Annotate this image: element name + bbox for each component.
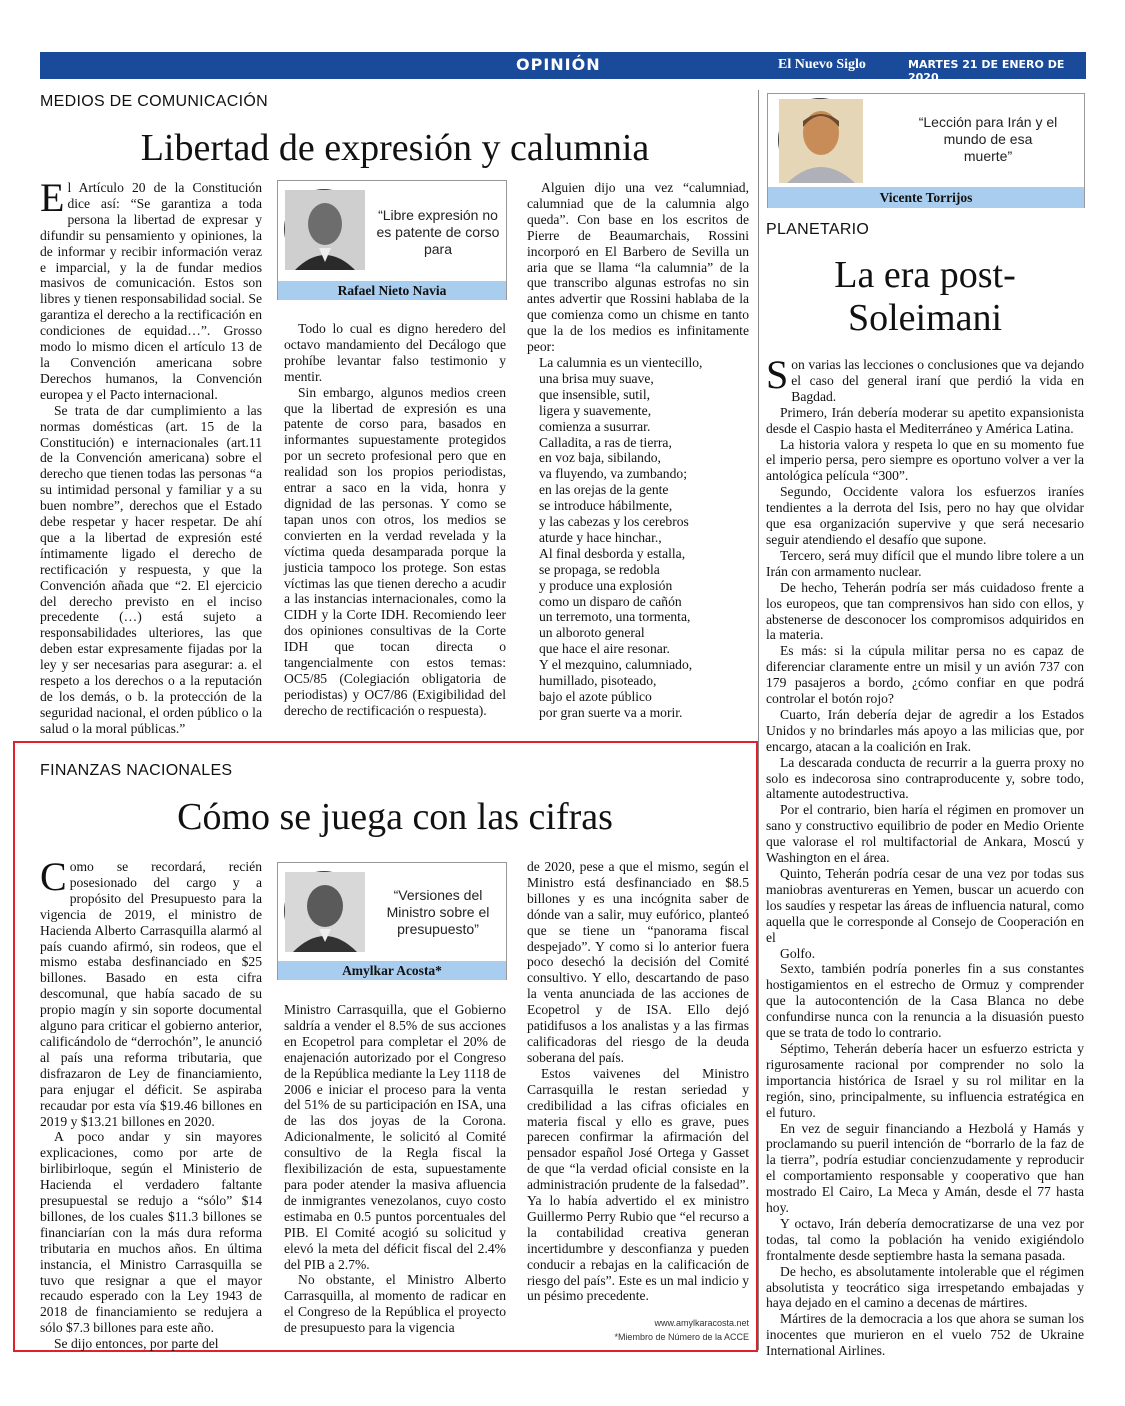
poem-line: aturde y hace hinchar., xyxy=(539,529,662,545)
poem-line: y las cabezas y los cerebros xyxy=(539,514,689,530)
article1-column-1: El Artículo 20 de la Constitución dice así: “Se garantiza a toda persona la libertad de expresar y difundir su pensamiento y opiniones, la de informar y recibir información veraz e imparcial, y la de fundar medios masivos de comunicación. Estos son libres y tienen responsabilidad social. Se garantiza el derecho a la rectificación en condiciones de equidad…”. Grosso modo lo mismo dicen el artículo 13 de la Convención americana sobre Derechos humanos, la Convención europea y el Pacto internacional. Se trata de dar cumplimiento a las normas domésticas (art. 15 de la Constitución) e internacionales (art.11 de la Convención americana) sobre el derecho que tienen todas las personas “a su intimidad personal y familiar y a su buen nombre”, derechos que el Estado debe respetar y hacer respetar. De ahí que a la libertad de expresión esté íntimamente ligado el derecho de rectificación y respuesta, y que la Convención añada que “2. El ejercicio del derecho previsto en el inciso precedente (…) está sujeto a responsabilidades ulteriores, las que deben estar expresamente fijadas por la ley y ser necesarias para asegurar: a. el respeto a los derechos o a la reputación de los demás, o b. la protección de la seguridad nacional, el orden público o la salud o la moral públicas.” xyxy=(40,175,262,736)
article2-paragraph: Séptimo, Teherán debería hacer un esfuerzo estricta y rigurosamente racional por comprender no solo la importancia histórica de Israel y su rol militar en la región, sino, principalmente, su influencia estratégica en el futuro. xyxy=(766,1040,1084,1120)
poem-line: se introduce hábilmente, xyxy=(539,498,673,514)
poem-line: humillado, pisoteado, xyxy=(539,673,657,689)
pull-quote: “Lección para Irán y el mundo de esa muerte” xyxy=(918,114,1058,164)
poem-line: Calladita, a ras de tierra, xyxy=(539,434,672,450)
article2-paragraph: Y octavo, Irán debería democratizarse de una vez por todas, tal como la población ha venido exigiéndolo frontalmente desde septiembre hasta la semana pasada. xyxy=(766,1215,1084,1263)
poem-line: por gran suerte va a morir. xyxy=(539,704,683,720)
poem-line: comienza a susurrar. xyxy=(539,418,651,434)
article2-paragraph: De hecho, Teherán podría ser más cuidadoso frente a los europeos, que tan comprensivos han sido con ellos, y abstenerse de desconocer los compromisos adquiridos en la materia. xyxy=(766,579,1084,643)
poem-line: La calumnia es un vientecillo, xyxy=(539,354,703,370)
article2-paragraph: Cuarto, Irán debería dejar de agredir a los Estados Unidos y no brindarles más apoyo a las milicias que, por encargo, atacan a la coalición en Irak. xyxy=(766,706,1084,754)
poem-line: una brisa muy suave, xyxy=(539,370,654,386)
article3-column-2: Ministro Carrasquilla, que el Gobierno saldría a vender el 8.5% de sus acciones en Ecopetrol para completar el 20% de enajenación autorizado por el Congreso de la República mediante la Ley 1118 de 2006 e iniciar el proceso para la venta del 51% de su participación en ISA, una de las dos joyas de la Corona. Adicionalmente, le solicitó al Comité consultivo de la Regla fiscal la flexibilización de esta, supuestamente para poder atender la masiva afluencia de inmigrantes venezolanos, cuyo costo estimaba en 0.5 puntos porcentuales del PIB. El Comité acogió su solicitud y elevó la meta del déficit fiscal del 2.4% del PIB a 2.7%. No obstante, el Ministro Alberto Carrasquilla, al momento de radicar en el Congreso de la República el proyecto de presupuesto para la vigencia xyxy=(284,1002,506,1336)
author-name: Rafael Nieto Navia xyxy=(278,281,506,300)
dropcap: S xyxy=(766,352,789,397)
author-box-rafael xyxy=(277,180,507,300)
poem-line: y produce una explosión xyxy=(539,577,673,593)
poem-line: en las orejas de la gente xyxy=(539,482,669,498)
article2-paragraph: Por el contrario, bien haría el régimen en promover un sano y constructivo equilibrio de poder en Medio Oriente que valorase el rol multifactorial de Ankara, Moscú y Washington en el área. xyxy=(766,802,1084,866)
article1-kicker: MEDIOS DE COMUNICACIÓN xyxy=(40,93,268,110)
author-name: Vicente Torrijos xyxy=(768,187,1084,208)
publication-name: El Nuevo Siglo xyxy=(778,57,866,72)
poem-line: como un disparo de cañón xyxy=(539,593,682,609)
article2-paragraph: De hecho, es absolutamente intolerable que el régimen absolutista y teocrático siga irrespetando embajadas y haya dejado en el camino a decenas de mártires. xyxy=(766,1263,1084,1311)
poem-line: un terremoto, una tormenta, xyxy=(539,609,691,625)
author-name: Amylkar Acosta* xyxy=(278,961,506,980)
article3-title: Cómo se juega con las cifras xyxy=(177,796,613,838)
article2-kicker: PLANETARIO xyxy=(766,221,870,238)
article3-kicker: FINANZAS NACIONALES xyxy=(40,762,233,779)
author-box-amylkar xyxy=(277,862,507,980)
article2-paragraph: La historia valora y respeta lo que en su momento fue el imperio persa, pero siempre es oportuno volver a ver la antológica película “300”. xyxy=(766,436,1084,484)
article3-column-3: de 2020, pese a que el mismo, según el Ministro está desfinanciado en $8.5 billones y es una incógnita saber de dónde van a salir, muy eufórico, planteó que se tiene un “panorama fiscal despejado”. Y como si lo anterior fuera poco desechó la decisión del Comité consultivo. Y ello, descartando de paso la venta anunciada de las acciones de Ecopetrol y de ISA. Ello dejó patidifusos a los analistas y a las firmas calificadoras del riesgo de la deuda soberana del país. Estos vaivenes del Ministro Carrasquilla le restan seriedad y credibilidad a las cifras oficiales en materia fiscal y ello es grave, pues parecen confirmar la afirmación del pensador español José Ortega y Gasset de que “la verdad oficial consiste en la administración prudente de la falsedad”. Ya lo había advertido el ex ministro Guillermo Perry Rubio que “el recurso a la contabilidad creativa generan incertidumbre y desconfianza y pueden conducir a rebajas en la calificación de riesgo del país”. Este es un mal indicio y un pésimo precedente. xyxy=(527,859,749,1304)
issue-date: MARTES 21 DE ENERO DE 2020 xyxy=(908,58,1065,84)
article2-paragraph: La descarada conducta de recurrir a la guerra proxy no solo es indecorosa sino contraproducente y, sobre todo, altamente autodestructiva. xyxy=(766,754,1084,802)
article3-column-1: Como se recordará, recién posesionado del cargo y a propósito del Presupuesto para la vigencia de 2019, el ministro de Hacienda Alberto Carrasquilla alarmó al país cuando afirmó, sin rodeos, que el mismo estaba desfinanciado en $25 billones. Basado en esta cifra descomunal, que había sacado de su propio magín y sin soporte documental alguno para criticar el gobierno anterior, calificándolo de “derrochón”, le anunció al país una reforma tributaria, que disfrazaron de Ley de financiamiento, para enjugar el déficit. Se aspiraba recaudar por esta vía $19.46 billones en 2019 y $13.21 billones en 2020. A poco andar y sin mayores explicaciones, como por arte de birlibirloque, según el Ministerio de Hacienda el verdadero faltante presupuestal se redujo a “sólo” $14 billones, de los cuales $11.3 billones se financiarían con la más dura reforma tributaria en muchos años. En última instancia, el Ministro Carrasquilla se tuvo que resignar a que el mayor recaudo esperado con la Ley 1943 de 2018 de financiamiento se redujera a sólo $7.3 billones para este año. Se dijo entonces, por parte del xyxy=(40,854,262,1352)
article2-paragraph: Golfo. xyxy=(780,945,816,961)
pull-quote: “Versiones del Ministro sobre el presupuesto” xyxy=(386,887,490,937)
poem-line: que insensible, sutil, xyxy=(539,386,651,402)
article2-paragraph: Tercero, será muy difícil que el mundo libre tolere a un Irán con armamento nuclear. xyxy=(766,547,1084,579)
article2-title-line2: Soleimani xyxy=(847,297,1003,339)
page-number: 9A xyxy=(1094,53,1122,75)
author-box-vicente xyxy=(767,93,1085,208)
article2-paragraph: Segundo, Occidente valora los esfuerzos iraníes tendientes a la derrota del Isis, pero no hay que olvidar que esa organización supervive y que será necesario seguir atendiendo el desafío que supone. xyxy=(766,484,1084,547)
author-footnote: *Miembro de Número de la ACCE xyxy=(614,1332,749,1342)
poem-line: bajo el azote público xyxy=(539,689,652,704)
author-website[interactable]: www.amylkaracosta.net xyxy=(654,1318,749,1328)
portrait-vicente xyxy=(778,98,862,182)
section-name: OPINIÓN xyxy=(516,55,601,74)
poem-line: que hace el aire resonar. xyxy=(539,641,670,657)
portrait-amylkar xyxy=(284,871,364,951)
pull-quote: “Libre expresión no es patente de corso para xyxy=(376,207,500,257)
poem-line: Y el mezquino, calumniado, xyxy=(539,657,693,673)
poem-line: va fluyendo, va zumbando; xyxy=(539,466,687,482)
poem-line: ligera y suavemente, xyxy=(539,402,652,418)
poem-line: en voz baja, sibilando, xyxy=(539,450,661,466)
poem-line: un alboroto general xyxy=(539,625,645,641)
poem-line: se propaga, se redobla xyxy=(539,561,660,577)
article1-title: Libertad de expresión y calumnia xyxy=(140,127,650,169)
article2-paragraph: Quinto, Teherán podría cesar de una vez por todas sus maniobras aventureras en Yemen, buscar un acuerdo con los saudíes y respetar las áreas de influencia natural, como aquella que le corresponde al Consejo de Cooperación en el xyxy=(766,866,1084,945)
portrait-rafael xyxy=(284,189,364,269)
article2-title-line1: La era post- xyxy=(834,254,1016,296)
section-header xyxy=(40,52,1122,84)
article2-paragraph: Primero, Irán debería moderar su apetito expansionista desde el Caspio hasta el Mediterráneo y América Latina. xyxy=(766,404,1084,436)
dropcap: E xyxy=(40,175,65,220)
article2-body xyxy=(766,352,1084,1359)
article1-column-2: Todo lo cual es digno heredero del octavo mandamiento del Decálogo que prohíbe levantar falso testimonio y mentir. Sin embargo, algunos medios creen que la libertad de expresión es una patente de corso para, basados en informantes supuestamente protegidos por un secreto profesional pero que en realidad son los propios periodistas, entrar a saco en la vida, honra y dignidad de las personas. Y como se tapan unos con otros, los medios se convierten en la verdad revelada y la víctima queda desamparada porque la justicia tampoco los protege. Son estas víctimas las que tienen derecho a acudir a las instancias internacionales, como la CIDH y la Corte IDH. Recomiendo leer dos opiniones consultivas de la Corte IDH que tocan directa o tangencialmente con estos temas: OC5/85 (Colegiación obligatoria de periodistas) y OC7/86 (Exigibilidad del derecho de rectificación o respuesta). xyxy=(284,321,506,718)
article2-paragraph: En vez de seguir financiando a Hezbolá y Hamás y proclamando su pueril intención de “borrarlo de la faz de la tierra”, podría estudiar concienzudamente y reproducir el comportamiento responsable y cooperativo que han mostrado El Cairo, La Meca y Amán, desde el 77 hasta hoy. xyxy=(766,1120,1084,1216)
article2-paragraph: Sexto, también podría ponerles fin a sus constantes hostigamientos en el estrecho de Ormuz y comprender que la autocontención de la Casa Blanca no debe confundirse nunca con la renuncia a la disuasión puesto que se trata de todo lo contrario. xyxy=(766,961,1084,1041)
column-divider xyxy=(758,90,759,1350)
dropcap: C xyxy=(40,854,67,899)
poem-line: Al final desborda y estalla, xyxy=(539,545,686,561)
poem xyxy=(527,355,749,721)
article2-paragraph: Son varias las lecciones o conclusiones que va dejando el caso del general iraní que perdió la vida en Bagdad. xyxy=(766,352,1084,404)
article1-column-3: Alguien dijo una vez “calumniad, calumniad que de la calumnia algo queda”. Con base en los escritos de Pierre de Beaumarchais, Rossini incorporó en El Barbero de Sevilla un aria que se llama “la calumnia” de la que transcribo algunas estrofas no sin antes advertir que Rossini hablaba de la que comienza como un chisme en tanto que la de los medios es infinitamente peor: La calumnia es un vientecillo, una brisa muy suave, que insensible, sutil, ligera y suavemente, comienza a susurrar. Calladita, a ras de tierra, en voz baja, sibilando, va fluyendo, va zumbando; en las orejas de la gente se introduce hábilmente, y las cabezas y los cerebros aturde y hace hinchar., Al final desborda y estalla, se propaga, se redobla y produce una explosión como un disparo de cañón un terremoto, una tormenta, un alboroto general que hace el aire resonar. Y el mezquino, calumniado, humillado, pisoteado, bajo el azote público por gran suerte va a morir. xyxy=(527,180,749,720)
article2-paragraph: Mártires de la democracia a los que ahora se suman los inocentes que murieron en el vuelo 752 de Ukraine International Airlines. xyxy=(766,1311,1084,1359)
article2-paragraph: Es más: si la cúpula militar persa no es capaz de diferenciar claramente entre un misil y un avión 737 con 179 pasajeros a bordo, ¿cómo confiar en que podrá controlar el botón rojo? xyxy=(766,643,1084,707)
